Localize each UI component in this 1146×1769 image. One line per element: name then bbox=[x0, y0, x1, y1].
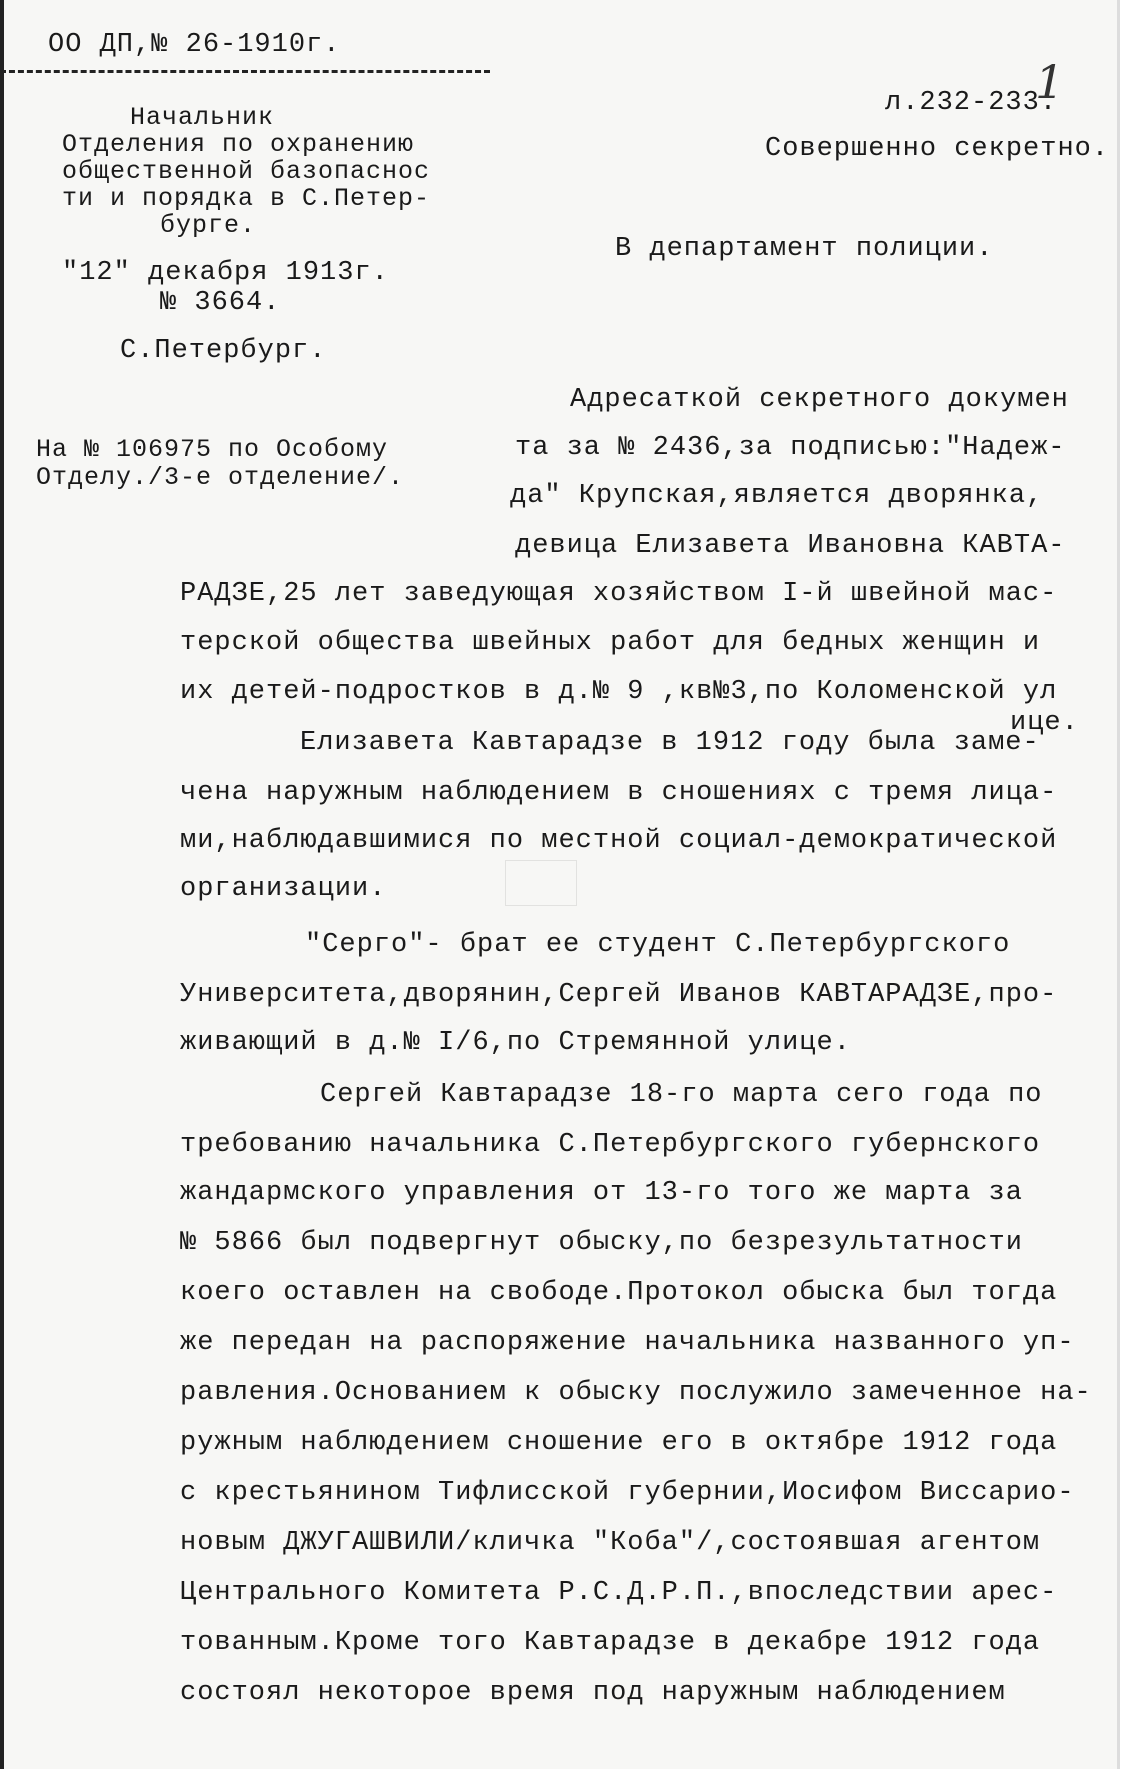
body-line: новым ДЖУГАШВИЛИ/кличка "Коба"/,состоявшая агентом bbox=[180, 1528, 1041, 1558]
body-line: Университета,дворянин,Сергей Иванов КАВТАРАДЗЕ,про- bbox=[180, 980, 1058, 1010]
body-line: требованию начальника С.Петербургского губернского bbox=[180, 1130, 1041, 1160]
letter-place: С.Петербург. bbox=[120, 336, 327, 366]
pencil-page-mark: 1 bbox=[1035, 55, 1065, 109]
body-line: коего оставлен на свободе.Протокол обыска был тогда bbox=[180, 1278, 1058, 1308]
faint-stamp bbox=[505, 860, 577, 906]
file-reference: ОО ДП,№ 26-1910г. bbox=[48, 30, 341, 60]
body-line: № 5866 был подвергнут обыску,по безрезультатности bbox=[180, 1228, 1023, 1258]
folio-number: л.232-233. bbox=[885, 88, 1058, 118]
body-line: ружным наблюдением сношение его в октябре 1912 года bbox=[180, 1428, 1058, 1458]
body-line: жандармского управления от 13-го того же марта за bbox=[180, 1178, 1023, 1208]
body-line: Сергей Кавтарадзе 18-го марта сего года по bbox=[320, 1080, 1043, 1110]
reply-reference: Отделу./3-е отделение/. bbox=[36, 463, 405, 492]
header-divider bbox=[0, 70, 490, 73]
body-line: чена наружным наблюдением в сношениях с тремя лица- bbox=[180, 778, 1058, 808]
body-line: Адресаткой секретного докумен bbox=[570, 385, 1069, 415]
sender-line: общественной базопаснос bbox=[62, 157, 431, 186]
body-line: терской общества швейных работ для бедных женщин и bbox=[180, 628, 1041, 658]
body-line: состоял некоторое время под наружным наблюдением bbox=[180, 1678, 1006, 1708]
body-line: "Серго"- брат ее студент С.Петербургского bbox=[305, 930, 1011, 960]
classification-mark: Совершенно секретно. bbox=[765, 134, 1110, 164]
body-line: девица Елизавета Ивановна КАВТА- bbox=[515, 531, 1066, 561]
sender-line: ти и порядка в С.Петер- bbox=[62, 184, 431, 213]
body-line: их детей-подростков в д.№ 9 ,кв№3,по Коломенской ул bbox=[180, 677, 1058, 707]
letter-date: "12" декабря 1913г. bbox=[62, 258, 389, 288]
body-line: с крестьянином Тифлисской губернии,Иосифом Виссарио- bbox=[180, 1478, 1075, 1508]
body-line: Центрального Комитета Р.С.Д.Р.П.,впоследствии арес- bbox=[180, 1578, 1058, 1608]
body-line: же передан на распоряжение начальника названного уп- bbox=[180, 1328, 1075, 1358]
sender-line: Отделения по охранению bbox=[62, 130, 415, 159]
letter-number: № 3664. bbox=[160, 288, 281, 318]
scan-margin bbox=[1120, 0, 1146, 1769]
body-line: живающий в д.№ I/6,по Стремянной улице. bbox=[180, 1028, 851, 1058]
body-line: организации. bbox=[180, 874, 387, 904]
body-line: тованным.Кроме того Кавтарадзе в декабре 1912 года bbox=[180, 1628, 1041, 1658]
body-line: та за № 2436,за подписью:"Надеж- bbox=[515, 433, 1066, 463]
body-line: равления.Основанием к обыску послужило замеченное на- bbox=[180, 1378, 1092, 1408]
body-line: Елизавета Кавтарадзе в 1912 году была заме- bbox=[300, 728, 1040, 758]
body-line: да" Крупская,является дворянка, bbox=[510, 481, 1044, 511]
reply-reference: На № 106975 по Особому bbox=[36, 435, 389, 464]
body-line: ми,наблюдавшимися по местной социал-демократической bbox=[180, 826, 1058, 856]
sender-line: бурге. bbox=[160, 211, 257, 240]
body-line: ице. bbox=[1010, 708, 1079, 738]
addressee: В департамент полиции. bbox=[615, 234, 994, 264]
sender-line: Начальник bbox=[130, 103, 275, 132]
body-line: РАДЗЕ,25 лет заведующая хозяйством I-й швейной мас- bbox=[180, 579, 1058, 609]
